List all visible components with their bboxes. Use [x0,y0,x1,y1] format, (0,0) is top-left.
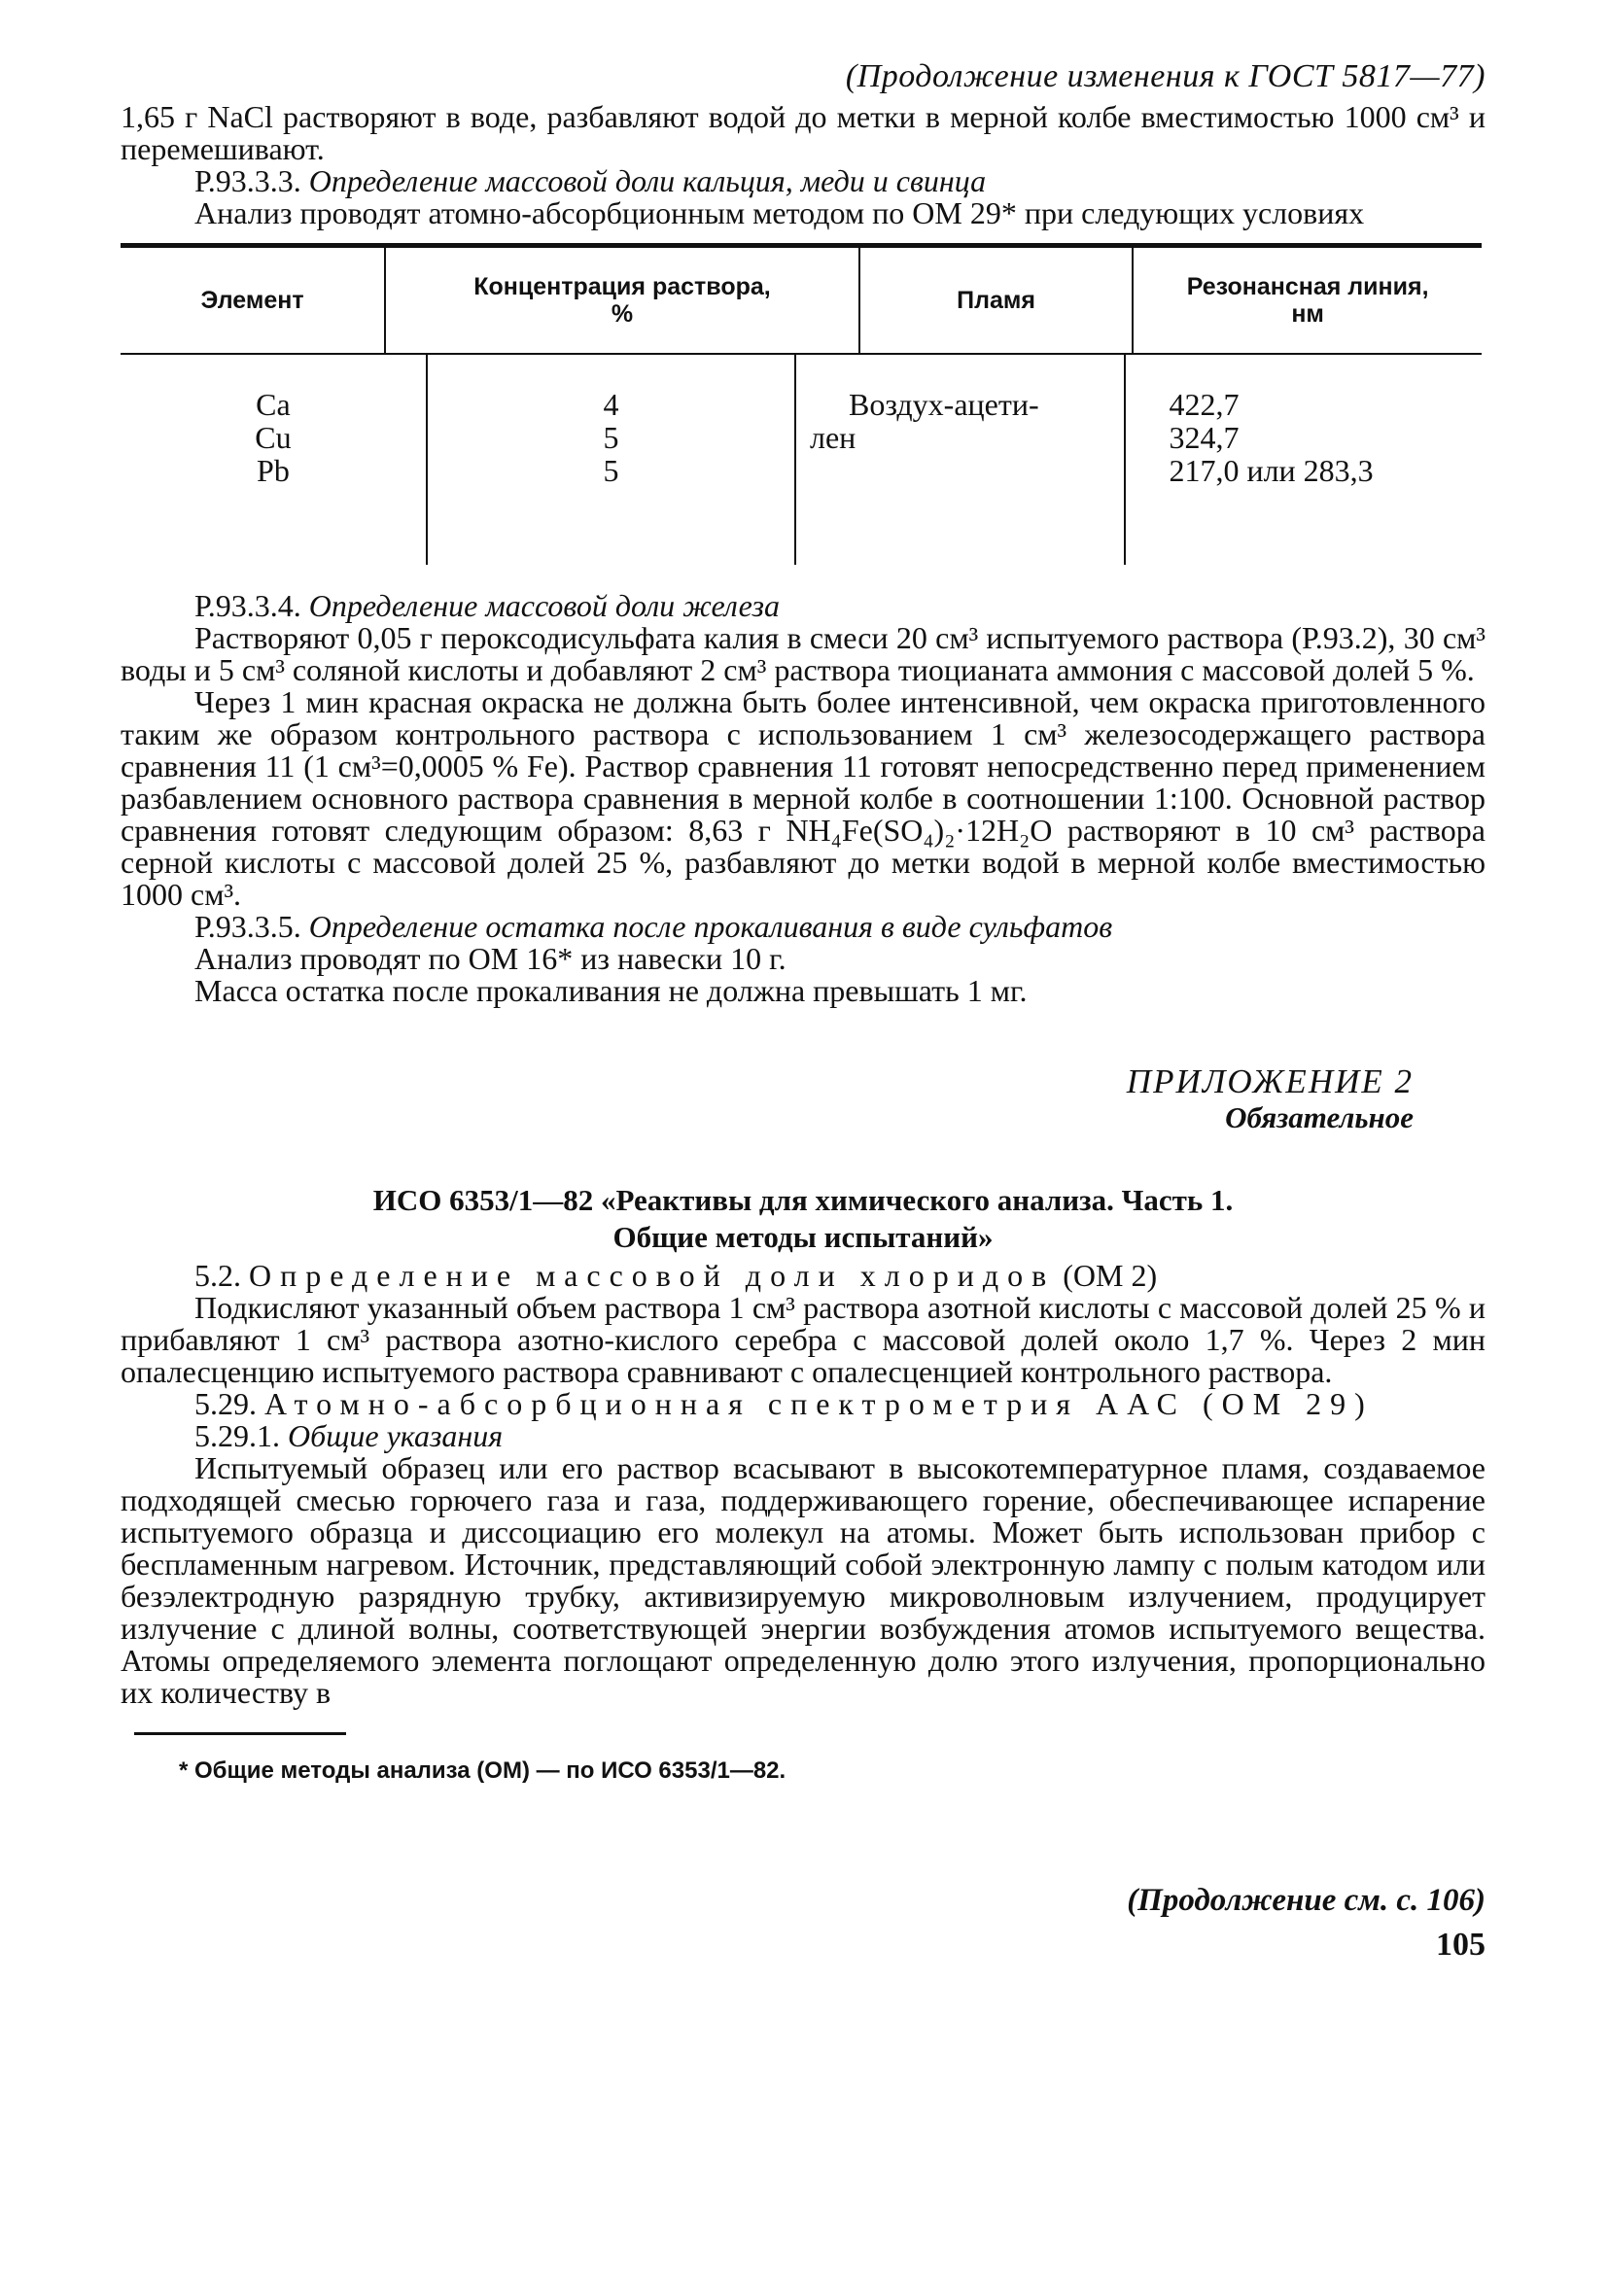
paragraph-analysis-conditions: Анализ проводят атомно-абсорбционным методом по ОМ 29* при следующих условиях [194,195,1365,230]
document-title-line1: ИСО 6353/1—82 «Реактивы для химического анализа. Часть 1. [372,1183,1234,1217]
cell-concentration: 5 [603,453,619,488]
cell-element: Pb [257,453,290,488]
header-concentration: Концентрация раствора, % [384,248,858,353]
section-title: Общие указания [288,1418,504,1453]
section-title: Определение массовой доли железа [308,588,780,623]
table-header-row [121,248,1482,355]
appendix-title: ПРИЛОЖЕНИЕ 2 [1126,1062,1414,1100]
cell-line: 324,7 [1169,420,1240,455]
section-title: Определение массовой доли кальция, меди и свинца [308,163,987,198]
footnote: * Общие методы анализа (ОМ) — по ИСО 6353/1—82. [179,1757,787,1784]
cell-concentration: 4 [603,387,619,422]
cell-element: Cu [255,420,292,455]
section-heading-933-4 [121,590,1486,622]
paragraph-general-instructions: Испытуемый образец или его раствор всасывают в высокотемпературное пламя, создаваемое подходящей смесью горючего газа и газа, поддерживающего горение, обеспечивающее испарение испытуемого образца и диссоциацию его молекул на атомы. Может быть использован прибор с беспламенным нагревом. Источник, представляющий собой электронную лампу с полым катодом или безэлектродную разрядную трубку, активизируемую микроволновым излучением, продуцирует излучение с длиной волны, соответствующей энергии возбуждения атомов испытуемого вещества. Атомы определяемого элемента поглощают определенную долю этого излучения, пропорционально их количеству в [121,1450,1486,1710]
cell-line: 217,0 или 283,3 [1169,453,1374,488]
paragraph-iron-1: Растворяют 0,05 г пероксодисульфата калия в смеси 20 см³ испытуемого раствора (Р.93.2), 30 см³ воды и 5 см³ соляной кислоты и добавляют 2 см³ раствора тиоцианата аммония с массовой долей 5 %. [121,620,1486,687]
section-title: Определение массовой доли хлоридов [249,1258,1056,1293]
continuation-footer: (Продолжение см. с. 106) [1127,1883,1486,1918]
cell-flame: Воздух-ацети- лен [809,387,1039,455]
section-number: Р.93.3.5. [194,909,301,944]
section-heading-5-29-1 [121,1420,1486,1452]
header-resonance-line: Резонансная линия, нм [1132,248,1482,353]
column-resonance-lines [1124,355,1482,565]
section-number: 5.2. [194,1258,241,1293]
table-body [121,355,1482,565]
column-concentrations [426,355,794,565]
section-number: 5.29.1. [194,1418,280,1453]
document-title-line2: Общие методы испытаний» [612,1220,994,1254]
section-heading-5-2 [121,1260,1486,1292]
paragraph-residue-2: Масса остатка после прокаливания не должна превышать 1 мг. [194,973,1028,1008]
paragraph-chlorides: Подкисляют указанный объем раствора 1 см³ раствора азотной кислоты с массовой долей 25 % и прибавляют 1 см³ раствора азотно-кислого серебра с массовой долей около 1,7 %. Через 2 мин опалесценцию испытуемого раствора сравнивают с опалесценцией контрольного раствора. [121,1290,1486,1389]
section-heading-5-29 [121,1388,1486,1420]
section-number: 5.29. [194,1386,257,1421]
cell-concentration: 5 [603,420,619,455]
footnote-divider [134,1732,346,1735]
section-heading-933-5 [121,911,1486,943]
cell-element: Ca [256,387,291,422]
header-element: Элемент [200,287,304,314]
column-flame [794,355,1124,565]
section-title: Атомно-абсорбционная спектрометрия ААС (ОМ 29) [264,1386,1374,1421]
document-title [121,1182,1486,1256]
section-number: Р.93.3.3. [194,163,301,198]
document-page [121,58,1486,1964]
column-elements [121,355,426,565]
section-title: Определение остатка после прокаливания в виде сульфатов [308,909,1113,944]
page-number: 105 [1436,1927,1486,1963]
cell-line: 422,7 [1169,387,1240,422]
paragraph-residue-1: Анализ проводят по ОМ 16* из навески 10 г. [194,941,787,976]
continuation-header: (Продолжение изменения к ГОСТ 5817—77) [845,58,1486,94]
section-heading-933-3 [121,165,1486,197]
section-number: Р.93.3.4. [194,588,301,623]
section-ref: (ОМ 2) [1063,1258,1158,1293]
analysis-conditions-table [121,243,1482,565]
paragraph-nacl: 1,65 г NaCl растворяют в воде, разбавляют водой до метки в мерной колбе вместимостью 1000 см³ и перемешивают. [121,99,1486,166]
header-flame: Пламя [858,248,1132,353]
appendix-label [121,1063,1414,1135]
appendix-subtitle: Обязательное [1225,1100,1414,1134]
paragraph-iron-2: Через 1 мин красная окраска не должна быть более интенсивной, чем окраска приготовленного таким же образом контрольного раствора с использованием 1 см³ железосодержащего раствора сравнения 11 (1 см³=0,0005 % Fe). Раствор сравнения 11 готовят непосредственно перед применением разбавлением основного раствора сравнения в мерной колбе в соотношении 1:100. Основной раствор сравнения готовят следующим образом: 8,63 г NH₄Fe(SO₄)₂·12H₂O растворяют в 10 см³ раствора серной кислоты с массовой долей 25 %, разбавляют до метки водой в мерной колбе вместимостью 1000 см³. [121,684,1486,912]
